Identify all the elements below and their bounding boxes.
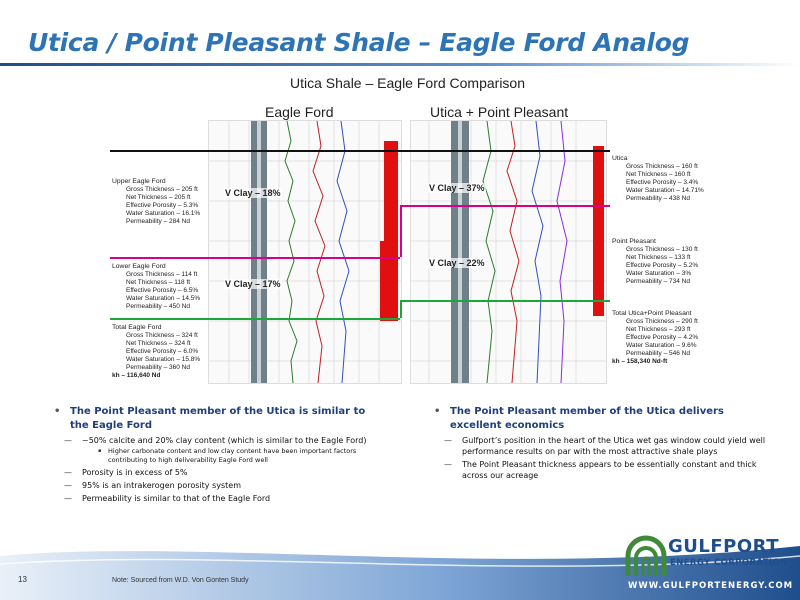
stat-line: Permeability – 450 Nd [126,303,190,310]
green-marker-step [400,300,402,318]
utica-magenta-marker [400,205,610,207]
left-bullet-detail: ▪ Higher carbonate content and low clay content have been important factors contributing to high deliverability Eagle Ford well [52,447,382,465]
utica-point-pleasant-label: Utica + Point Pleasant [430,104,569,120]
left-bullet-list [52,405,382,504]
stat-line: Effective Porosity – 5.2% [626,262,699,269]
total-eagle-ford-kh: kh – 116,640 Nd [112,372,161,379]
left-bullet-sub: — ~50% calcite and 20% clay content (which is similar to the Eagle Ford) [52,435,382,446]
stat-line: Effective Porosity – 5.3% [126,202,199,209]
utica-log-graphic [411,121,606,383]
stat-line: Net Thickness – 324 ft [126,340,191,347]
stat-line: Net Thickness – 205 ft [126,194,191,201]
vclay-eagle-ford-upper: V Clay – 18% [225,188,281,198]
stat-line: Gross Thickness – 160 ft [626,163,698,170]
upper-eagle-ford-stats [112,178,207,226]
stat-line: Effective Porosity – 6.0% [126,348,199,355]
gulfport-logo [620,530,792,596]
top-marker-line [110,150,610,152]
stat-line: Gross Thickness – 114 ft [126,271,198,278]
stat-line: Net Thickness – 133 ft [626,254,691,261]
right-bullet-sub: — Gulfport’s position in the heart of the Utica wet gas window could yield well performance results on par with the most attractive shale plays [432,435,772,457]
point-pleasant-heading: Point Pleasant [612,238,656,245]
eagle-ford-log-graphic [209,121,401,383]
stat-line: Water Saturation – 14.5% [126,295,201,302]
total-utica-point-pleasant-stats [612,310,712,366]
lower-eagle-ford-stats [112,263,207,311]
stat-line: Effective Porosity – 6.5% [126,287,199,294]
left-bullet-sub: — Porosity is in excess of 5% [52,467,382,478]
stat-line: Permeability – 438 Nd [626,195,690,202]
stat-line: Permeability – 284 Nd [126,218,190,225]
slide-title: Utica / Point Pleasant Shale – Eagle Ford Analog [28,28,690,57]
utica-green-marker [400,300,610,302]
vclay-utica-lower: V Clay – 22% [429,258,485,268]
source-note: Note: Sourced from W.D. Von Gonten Study [112,577,249,584]
stat-line: Net Thickness – 293 ft [626,326,691,333]
vclay-eagle-ford-lower: V Clay – 17% [225,279,281,289]
right-bullet-list [432,405,772,481]
stat-line: Gross Thickness – 130 ft [626,246,698,253]
page-number: 13 [18,575,27,584]
lower-eagle-ford-heading: Lower Eagle Ford [112,263,166,270]
stat-line: Gross Thickness – 324 ft [126,332,198,339]
right-bullet-main: • The Point Pleasant member of the Utica delivers excellent economics [432,405,772,433]
point-pleasant-stats [612,238,704,286]
total-eagle-ford-stats [112,324,207,380]
left-bullet-sub: — 95% is an intrakerogen porosity system [52,480,382,491]
logo-subtitle: ENERGY CORPORATION [670,558,788,568]
stat-line: Water Saturation – 3% [626,270,692,277]
stat-line: Effective Porosity – 4.2% [626,334,699,341]
stat-line: Water Saturation – 15.8% [126,356,201,363]
stat-line: Water Saturation – 16.1% [126,210,201,217]
total-utica-point-pleasant-kh: kh – 158,340 Nd-ft [612,358,668,365]
eagle-ford-magenta-marker [110,257,400,259]
figure-title: Utica Shale – Eagle Ford Comparison [290,75,526,91]
logo-name: GULFPORT [668,536,779,557]
stat-line: Water Saturation – 9.6% [626,342,697,349]
eagle-ford-green-marker [110,318,400,320]
left-bullet-main: • The Point Pleasant member of the Utica is similar to the Eagle Ford [52,405,382,433]
stat-line: Net Thickness – 118 ft [126,279,191,286]
stat-line: Permeability – 734 Nd [626,278,690,285]
eagle-ford-well-log [208,120,402,384]
title-underline [0,63,800,66]
utica-stats [612,155,704,203]
utica-well-log [410,120,607,384]
vclay-utica-upper: V Clay – 37% [429,183,485,193]
upper-eagle-ford-heading: Upper Eagle Ford [112,178,166,185]
magenta-marker-step [400,205,402,257]
total-eagle-ford-heading: Total Eagle Ford [112,324,162,331]
stat-line: Gross Thickness – 205 ft [126,186,198,193]
utica-heading: Utica [612,155,628,162]
stat-line: Permeability – 546 Nd [626,350,690,357]
total-utica-point-pleasant-heading: Total Utica+Point Pleasant [612,310,692,317]
stat-line: Water Saturation – 14.71% [626,187,704,194]
stat-line: Gross Thickness – 290 ft [626,318,698,325]
stat-line: Permeability – 360 Nd [126,364,190,371]
logo-url: WWW.GULFPORTENERGY.COM [628,581,794,591]
stat-line: Net Thickness – 160 ft [626,171,691,178]
right-bullet-sub: — The Point Pleasant thickness appears to be essentially constant and thick across our acreage [432,459,772,481]
eagle-ford-label: Eagle Ford [265,104,334,120]
stat-line: Effective Porosity – 3.4% [626,179,699,186]
gulfport-logo-mark [622,532,668,578]
left-bullet-sub: — Permeability is similar to that of the Eagle Ford [52,493,382,504]
